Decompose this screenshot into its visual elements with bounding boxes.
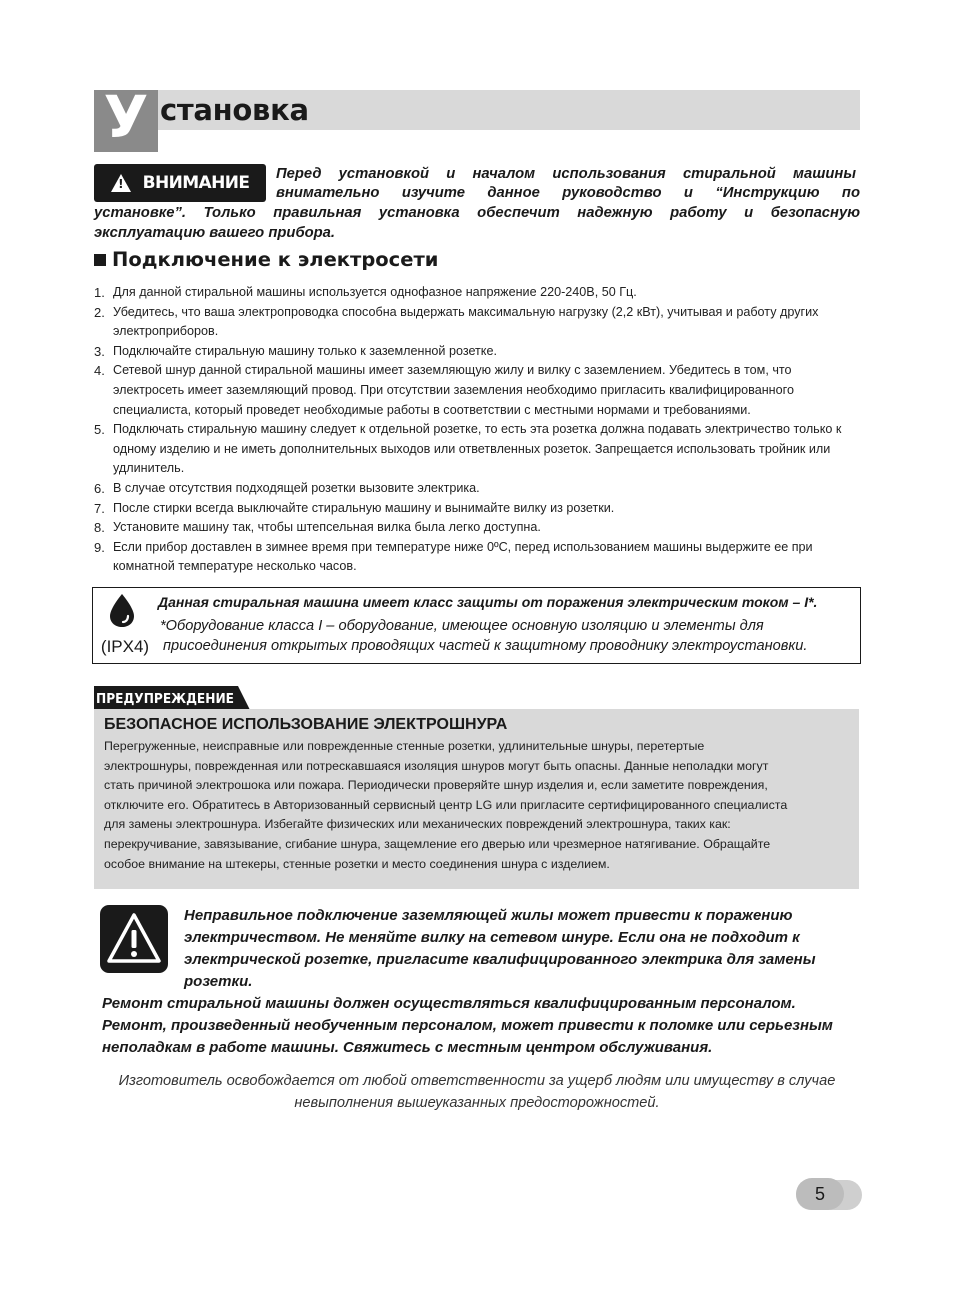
disclaimer-line: невыполнения вышеуказанных предосторожностей. xyxy=(294,1094,660,1111)
section-bullet-square xyxy=(94,254,106,266)
warning-title: БЕЗОПАСНОЕ ИСПОЛЬЗОВАНИЕ ЭЛЕКТРОШНУРА xyxy=(104,716,508,733)
list-item-number: 1. xyxy=(94,285,105,300)
list-item-number: 5. xyxy=(94,422,105,438)
list-item xyxy=(94,518,864,538)
warning-text-line: электрошнуры, поврежденная или потрескавшаяся изоляция шнуров могут быть опасны. Данные неполадки могут xyxy=(104,758,769,773)
protection-class-footnote: присоединения открытых проводящих частей к защитному проводнику электроустановки. xyxy=(163,638,808,654)
list-item xyxy=(94,361,864,420)
grounding-warning-line: розетки. xyxy=(184,973,253,990)
warning-text-line: для замены электрошнура. Избегайте физических или механических повреждений электрошнура, таких как: xyxy=(104,817,731,832)
warning-tab-label: ПРЕДУПРЕЖДЕНИЕ xyxy=(96,692,234,707)
list-item xyxy=(94,283,864,303)
list-item-text: Если прибор доставлен в зимнее время при температуре ниже 0ºC, перед использованием машины выдержите ее при комнатной температуре несколько часов. xyxy=(113,539,813,574)
ipx-rating-label: (IPX4) xyxy=(100,637,150,656)
warning-triangle-icon: ! xyxy=(111,174,131,192)
repair-warning-line: Ремонт, произведенный необученным персоналом, может привести к поломке или серьезным xyxy=(102,1017,833,1034)
warning-text-line: перекручивание, завязывание, сгибание шнура, защемление его дверью или чрезмерное натягивание. Обращайте xyxy=(104,836,771,851)
manufacturer-disclaimer xyxy=(94,1071,860,1114)
danger-triangle-icon xyxy=(100,905,168,973)
warning-text-line: отключите его. Обратитесь в Авторизованный сервисный центр LG или пригласите сертифицированного специалиста xyxy=(104,797,788,812)
page-title: становка xyxy=(160,93,309,127)
list-item-text: В случае отсутствия подходящей розетки вызовите электрика. xyxy=(113,480,480,495)
caution-text-line: внимательно изучите данное руководство и “Инструкцию по xyxy=(276,185,860,201)
grounding-warning-line: электричеством. Не меняйте вилку на сетевом шнуре. Если она не подходит к xyxy=(184,929,800,946)
list-item xyxy=(94,479,864,499)
warning-text xyxy=(104,737,854,874)
repair-warning-line: неполадкам в работе машины. Свяжитесь с местным центром обслуживания. xyxy=(102,1039,713,1056)
protection-class-footnote: *Оборудование класса I – оборудование, имеющее основную изоляцию и элементы для xyxy=(160,618,764,634)
caution-badge-label: ВНИМАНИЕ xyxy=(142,173,250,193)
caution-badge xyxy=(94,164,266,202)
warning-text-line: особое внимание на штекеры, стенные розетки и место соединения шнура с изделием. xyxy=(104,856,610,871)
list-item-number: 3. xyxy=(94,343,105,359)
list-item xyxy=(94,420,864,479)
list-item-number: 4. xyxy=(94,363,105,379)
list-item-number: 2. xyxy=(94,304,105,320)
list-item xyxy=(94,342,864,362)
list-item xyxy=(94,303,864,342)
section-title: Подключение к электросети xyxy=(112,248,439,271)
warning-text-line: Перегруженные, неисправные или поврежденные стенные розетки, удлинительные шнуры, перетертые xyxy=(104,739,705,753)
requirements-list xyxy=(94,283,864,577)
list-item-text: После стирки всегда выключайте стиральную машину и вынимайте вилку из розетки. xyxy=(113,500,615,515)
list-item-text: Убедитесь, что ваша электропроводка способна выдержать максимальную нагрузку (2,2 кВт), учитывая и работу других электроприборов. xyxy=(113,304,819,339)
list-item xyxy=(94,499,864,519)
disclaimer-line: Изготовитель освобождается от любой ответственности за ущерб людям или имуществу в случае xyxy=(118,1073,836,1089)
title-initial: У xyxy=(103,83,149,151)
list-item-text: Установите машину так, чтобы штепсельная вилка была легко доступна. xyxy=(113,520,541,535)
list-item-number: 9. xyxy=(94,539,105,555)
page-number: 5 xyxy=(796,1178,844,1210)
list-item-text: Для данной стиральной машины используется однофазное напряжение 220-240В, 50 Гц. xyxy=(113,285,637,299)
list-item xyxy=(94,538,864,577)
repair-warning xyxy=(102,993,860,1059)
grounding-warning-line: электрической розетке, пригласите квалифицированного электрика для замены xyxy=(184,951,816,968)
list-item-number: 6. xyxy=(94,480,105,496)
warning-text-line: стать причиной электрошока или пожара. Периодически проверяйте шнур изделия и, если заметите повреждения, xyxy=(104,778,768,793)
caution-text-line: эксплуатацию вашего прибора. xyxy=(94,225,336,241)
water-drop-icon xyxy=(104,592,140,628)
list-item-text: Сетевой шнур данной стиральной машины имеет заземляющую жилу и вилку с заземлением. Убедитесь в том, что электросеть имеет заземляющий провод. При отсутствии заземления необходимо пригласить квалифицированного специалиста, который проведет необходимые работы в соответствии с местными нормами и требованиями. xyxy=(113,363,794,417)
list-item-number: 7. xyxy=(94,500,105,516)
warning-tab xyxy=(94,686,250,710)
caution-text-line: Перед установкой и началом использования стиральной машины xyxy=(276,166,856,182)
list-item-text: Подключайте стиральную машину только к заземленной розетке. xyxy=(113,343,497,358)
grounding-warning xyxy=(184,905,860,993)
grounding-warning-line: Неправильное подключение заземляющей жилы может привести к поражению xyxy=(184,907,793,924)
protection-class-statement: Данная стиральная машина имеет класс защиты от поражения электрическим током – I*. xyxy=(158,594,818,610)
caution-text-line: установке”. Только правильная установка обеспечит надежную работу и безопасную xyxy=(94,205,860,221)
list-item-text: Подключать стиральную машину следует к отдельной розетке, то есть эта розетка должна подавать электричество только к одному изделию и не иметь дополнительных выходов или ответвленных розеток. Запрещается использовать тройник или удлинитель. xyxy=(113,422,842,476)
list-item-number: 8. xyxy=(94,520,105,536)
repair-warning-line: Ремонт стиральной машины должен осуществляться квалифицированным персоналом. xyxy=(102,995,796,1012)
